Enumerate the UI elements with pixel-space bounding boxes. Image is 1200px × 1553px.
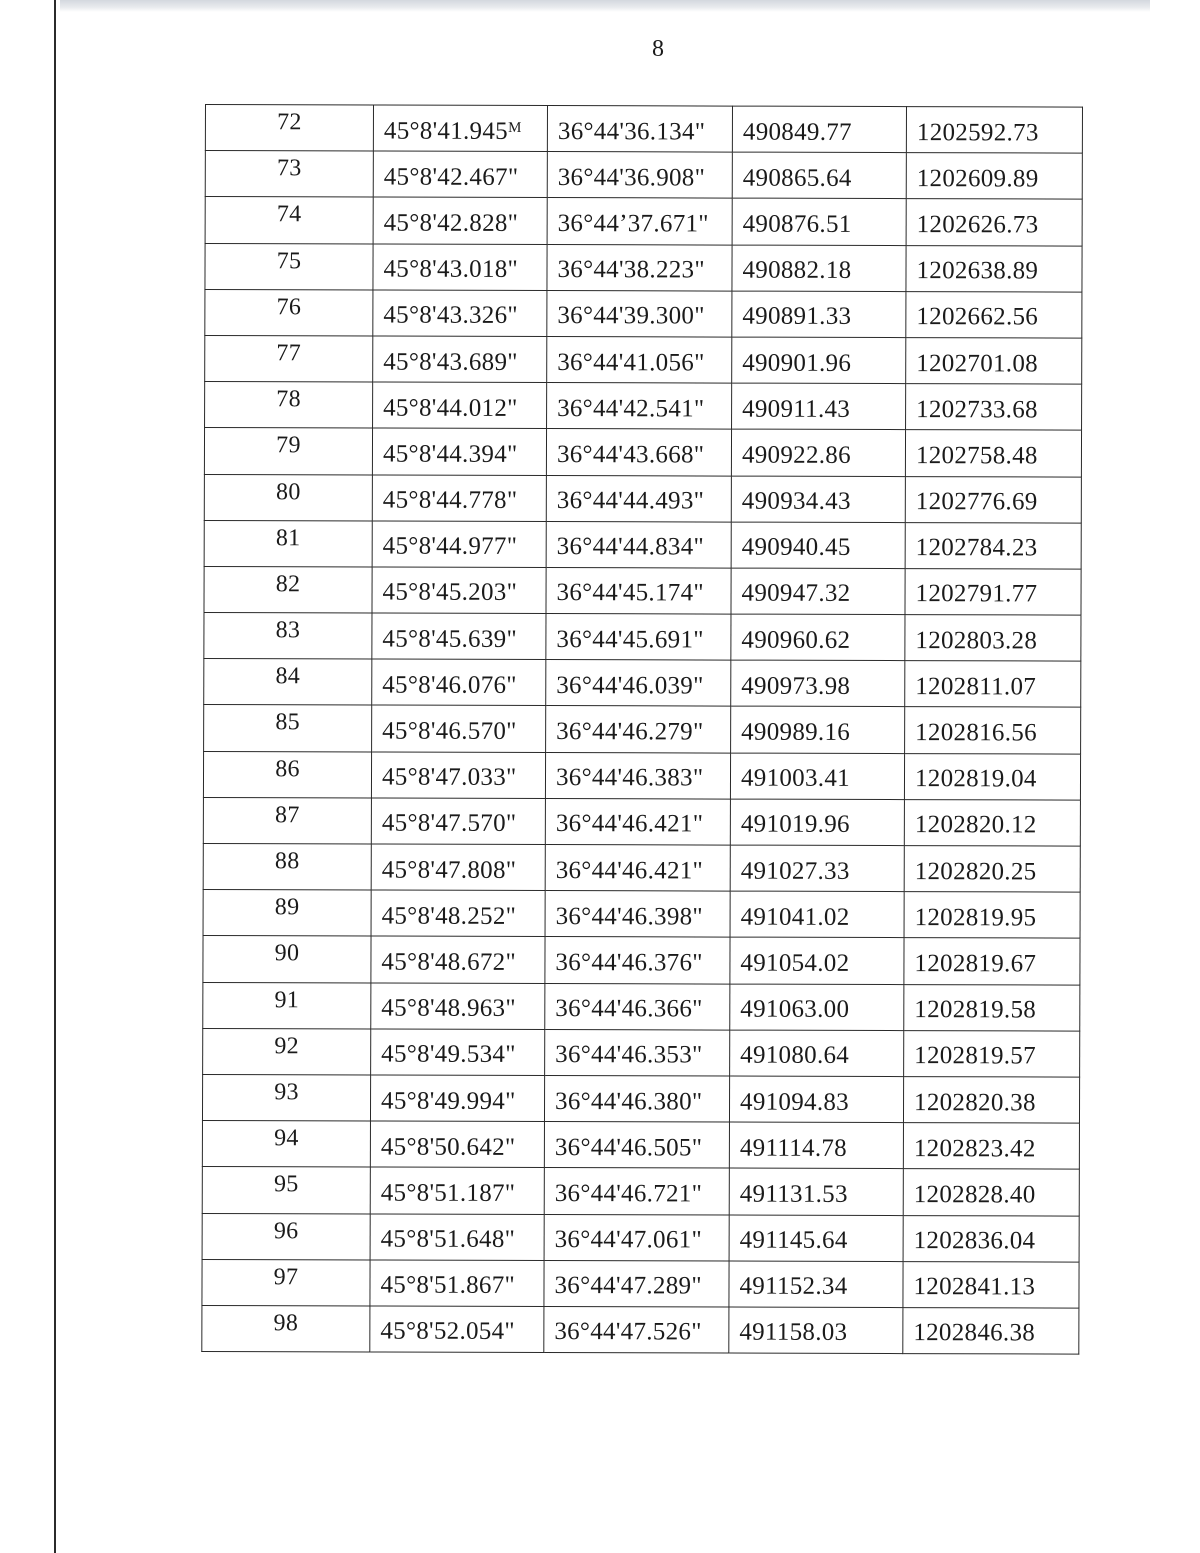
y-coordinate-cell: 1202816.56 <box>905 707 1081 754</box>
point-number-cell: 77 <box>205 335 373 382</box>
x-coordinate-cell: 491080.64 <box>730 1030 904 1077</box>
latitude-cell: 45°8'46.076" <box>372 659 546 706</box>
point-number-cell: 83 <box>204 613 372 660</box>
y-coordinate-cell: 1202836.04 <box>903 1215 1079 1262</box>
y-coordinate-cell: 1202609.89 <box>906 153 1082 200</box>
table-row <box>205 197 1082 246</box>
point-number-cell: 76 <box>205 289 373 336</box>
coordinates-table <box>201 104 1083 1355</box>
longitude-cell: 36°44'38.223" <box>547 244 732 291</box>
point-number-cell: 94 <box>202 1121 370 1168</box>
point-number-cell: 73 <box>205 151 373 198</box>
point-number-cell: 82 <box>204 566 372 613</box>
point-number-cell: 88 <box>203 843 371 890</box>
point-number-cell: 98 <box>202 1305 370 1352</box>
y-coordinate-cell: 1202819.95 <box>904 892 1080 939</box>
table-row <box>203 1028 1080 1077</box>
point-number-cell: 91 <box>203 982 371 1029</box>
x-coordinate-cell: 490922.86 <box>731 429 905 476</box>
latitude-cell: 45°8'42.828" <box>373 197 547 244</box>
longitude-cell: 36°44'41.056" <box>547 336 732 383</box>
point-number-cell: 92 <box>203 1028 371 1075</box>
longitude-cell: 36°44'47.526" <box>544 1306 729 1353</box>
table-row <box>202 1259 1079 1308</box>
latitude-cell: 45°8'51.648" <box>370 1213 544 1260</box>
y-coordinate-cell: 1202638.89 <box>906 245 1082 292</box>
scan-edge-shadow <box>60 0 1150 12</box>
latitude-cell: 45°8'51.187" <box>370 1167 544 1214</box>
table-row <box>205 243 1082 292</box>
table-row <box>203 751 1080 800</box>
latitude-cell: 45°8'51.867" <box>370 1260 544 1307</box>
x-coordinate-cell: 490901.96 <box>732 337 906 384</box>
point-number-cell: 72 <box>205 105 373 152</box>
longitude-cell: 36°44'46.421" <box>545 798 730 845</box>
y-coordinate-cell: 1202776.69 <box>905 476 1081 523</box>
point-number-cell: 89 <box>203 890 371 937</box>
point-number-cell: 87 <box>203 797 371 844</box>
table-row <box>205 105 1082 154</box>
page-number: 8 <box>652 36 664 62</box>
x-coordinate-cell: 491145.64 <box>729 1215 903 1262</box>
point-number-cell: 78 <box>205 382 373 429</box>
longitude-cell: 36°44'36.908" <box>547 152 732 199</box>
x-coordinate-cell: 491063.00 <box>730 984 904 1031</box>
x-coordinate-cell: 490973.98 <box>731 660 905 707</box>
point-number-cell: 90 <box>203 936 371 983</box>
latitude-cell: 45°8'46.570" <box>372 705 546 752</box>
table-row <box>204 428 1081 477</box>
latitude-cell: 45°8'44.012" <box>373 382 547 429</box>
table-row <box>205 289 1082 338</box>
longitude-cell: 36°44'47.289" <box>544 1260 729 1307</box>
longitude-cell: 36°44'46.039" <box>546 660 731 707</box>
table-row <box>204 659 1081 708</box>
table-row <box>202 1074 1079 1123</box>
longitude-cell: 36°44'46.380" <box>544 1075 729 1122</box>
x-coordinate-cell: 490947.32 <box>731 568 905 615</box>
latitude-cell: 45°8'47.033" <box>371 752 545 799</box>
table-row <box>203 843 1080 892</box>
x-coordinate-cell: 491054.02 <box>730 937 904 984</box>
y-coordinate-cell: 1202828.40 <box>903 1169 1079 1216</box>
y-coordinate-cell: 1202820.25 <box>904 846 1080 893</box>
y-coordinate-cell: 1202626.73 <box>906 199 1082 246</box>
y-coordinate-cell: 1202820.38 <box>903 1077 1079 1124</box>
y-coordinate-cell: 1202662.56 <box>906 291 1082 338</box>
x-coordinate-cell: 490865.64 <box>732 152 906 199</box>
x-coordinate-cell: 491114.78 <box>729 1122 903 1169</box>
x-coordinate-cell: 490891.33 <box>732 291 906 338</box>
longitude-cell: 36°44'47.061" <box>544 1214 729 1261</box>
longitude-cell: 36°44'46.398" <box>545 891 730 938</box>
y-coordinate-cell: 1202733.68 <box>906 384 1082 431</box>
y-coordinate-cell: 1202819.57 <box>904 1030 1080 1077</box>
longitude-cell: 36°44'46.421" <box>545 845 730 892</box>
longitude-cell: 36°44'46.505" <box>544 1122 729 1169</box>
x-coordinate-cell: 490882.18 <box>732 245 906 292</box>
table-row <box>202 1121 1079 1170</box>
x-coordinate-cell: 490934.43 <box>731 476 905 523</box>
latitude-cell: 45°8'43.018" <box>373 244 547 291</box>
point-number-cell: 80 <box>204 474 372 521</box>
latitude-cell: 45°8'48.672" <box>371 936 545 983</box>
x-coordinate-cell: 491019.96 <box>730 799 904 846</box>
x-coordinate-cell: 490876.51 <box>732 198 906 245</box>
latitude-cell: 45°8'52.054" <box>370 1306 544 1353</box>
y-coordinate-cell: 1202823.42 <box>903 1123 1079 1170</box>
point-number-cell: 93 <box>202 1074 370 1121</box>
point-number-cell: 85 <box>204 705 372 752</box>
x-coordinate-cell: 490940.45 <box>731 522 905 569</box>
latitude-cell: 45°8'43.326" <box>373 290 547 337</box>
table-row <box>204 520 1081 569</box>
latitude-cell: 45°8'49.994" <box>370 1075 544 1122</box>
scan-left-edge <box>54 0 56 1553</box>
latitude-cell: 45°8'47.570" <box>371 798 545 845</box>
x-coordinate-cell: 491152.34 <box>729 1261 903 1308</box>
x-coordinate-cell: 491041.02 <box>730 891 904 938</box>
table-row <box>205 335 1082 384</box>
point-number-cell: 97 <box>202 1259 370 1306</box>
y-coordinate-cell: 1202819.67 <box>904 938 1080 985</box>
y-coordinate-cell: 1202758.48 <box>905 430 1081 477</box>
latitude-cell: 45°8'47.808" <box>371 844 545 891</box>
latitude-cell: 45°8'44.394" <box>372 428 546 475</box>
longitude-cell: 36°44'46.366" <box>545 983 730 1030</box>
y-coordinate-cell: 1202820.12 <box>904 799 1080 846</box>
coordinates-table-body <box>202 105 1083 1355</box>
y-coordinate-cell: 1202819.58 <box>904 984 1080 1031</box>
table-row <box>203 890 1080 939</box>
longitude-cell: 36°44'45.174" <box>546 567 731 614</box>
table-row <box>202 1167 1079 1216</box>
longitude-cell: 36°44'46.376" <box>545 937 730 984</box>
x-coordinate-cell: 491094.83 <box>729 1076 903 1123</box>
point-number-cell: 95 <box>202 1167 370 1214</box>
point-number-cell: 79 <box>204 428 372 475</box>
y-coordinate-cell: 1202791.77 <box>905 568 1081 615</box>
x-coordinate-cell: 491158.03 <box>729 1307 903 1354</box>
y-coordinate-cell: 1202846.38 <box>903 1307 1079 1354</box>
x-coordinate-cell: 490989.16 <box>731 707 905 754</box>
x-coordinate-cell: 490960.62 <box>731 614 905 661</box>
point-number-cell: 81 <box>204 520 372 567</box>
longitude-cell: 36°44'36.134" <box>547 106 732 153</box>
y-coordinate-cell: 1202592.73 <box>906 107 1082 154</box>
x-coordinate-cell: 490911.43 <box>732 383 906 430</box>
table-row <box>203 982 1080 1031</box>
table-row <box>204 474 1081 523</box>
x-coordinate-cell: 491027.33 <box>730 845 904 892</box>
longitude-cell: 36°44'42.541" <box>547 383 732 430</box>
x-coordinate-cell: 491003.41 <box>730 753 904 800</box>
longitude-cell: 36°44'46.353" <box>545 1029 730 1076</box>
point-number-cell: 75 <box>205 243 373 290</box>
latitude-cell: 45°8'41.945ᴹ <box>373 105 547 152</box>
longitude-cell: 36°44'46.721" <box>544 1168 729 1215</box>
longitude-cell: 36°44'43.668" <box>546 429 731 476</box>
y-coordinate-cell: 1202701.08 <box>906 338 1082 385</box>
latitude-cell: 45°8'45.639" <box>372 613 546 660</box>
longitude-cell: 36°44'46.279" <box>546 706 731 753</box>
latitude-cell: 45°8'49.534" <box>371 1029 545 1076</box>
y-coordinate-cell: 1202811.07 <box>905 661 1081 708</box>
longitude-cell: 36°44'44.493" <box>546 475 731 522</box>
point-number-cell: 86 <box>203 751 371 798</box>
table-row <box>205 151 1082 200</box>
table-row <box>202 1213 1079 1262</box>
y-coordinate-cell: 1202819.04 <box>904 753 1080 800</box>
latitude-cell: 45°8'50.642" <box>370 1121 544 1168</box>
longitude-cell: 36°44'44.834" <box>546 521 731 568</box>
y-coordinate-cell: 1202784.23 <box>905 522 1081 569</box>
latitude-cell: 45°8'44.977" <box>372 521 546 568</box>
table-row <box>203 936 1080 985</box>
latitude-cell: 45°8'48.252" <box>371 890 545 937</box>
x-coordinate-cell: 491131.53 <box>729 1168 903 1215</box>
longitude-cell: 36°44'45.691" <box>546 614 731 661</box>
y-coordinate-cell: 1202841.13 <box>903 1261 1079 1308</box>
x-coordinate-cell: 490849.77 <box>732 106 906 153</box>
longitude-cell: 36°44'46.383" <box>545 752 730 799</box>
longitude-cell: 36°44'39.300" <box>547 290 732 337</box>
point-number-cell: 74 <box>205 197 373 244</box>
table-row <box>204 613 1081 662</box>
point-number-cell: 84 <box>204 659 372 706</box>
latitude-cell: 45°8'45.203" <box>372 567 546 614</box>
table-row <box>202 1305 1079 1354</box>
table-row <box>204 566 1081 615</box>
table-row <box>203 797 1080 846</box>
latitude-cell: 45°8'48.963" <box>371 983 545 1030</box>
latitude-cell: 45°8'42.467" <box>373 151 547 198</box>
table-row <box>205 382 1082 431</box>
latitude-cell: 45°8'43.689" <box>373 336 547 383</box>
y-coordinate-cell: 1202803.28 <box>905 615 1081 662</box>
latitude-cell: 45°8'44.778" <box>372 474 546 521</box>
longitude-cell: 36°44’37.671" <box>547 198 732 245</box>
point-number-cell: 96 <box>202 1213 370 1260</box>
table-row <box>204 705 1081 754</box>
